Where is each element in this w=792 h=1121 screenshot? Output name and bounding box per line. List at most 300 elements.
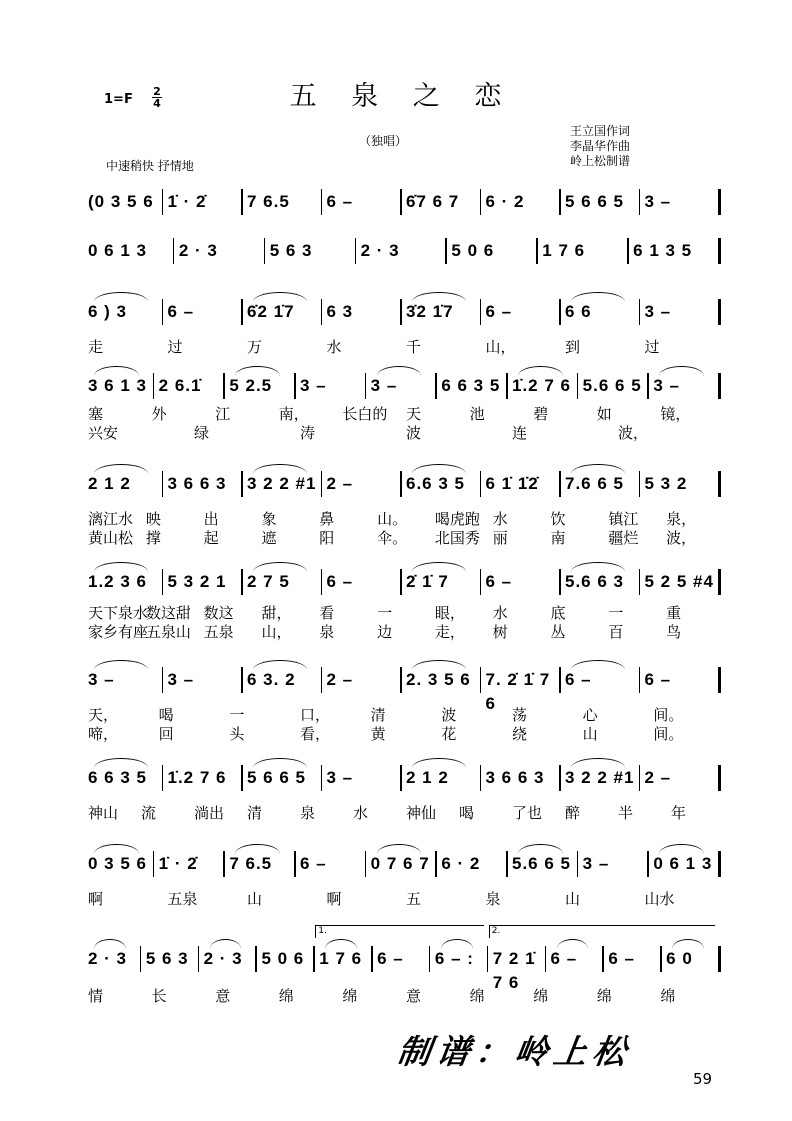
barline [718,471,721,497]
measure: 2̇ 1̇ 7 [406,572,449,591]
measure: 5 0 6 [451,241,495,260]
lyric-line-second-verse [80,424,720,442]
measure: 2 1 2 [88,474,131,493]
measure: 6 6 3 5 [88,768,147,787]
measure: 0 3 5 6 [88,854,147,873]
lyric-syllable: 波， [666,529,697,547]
barline [321,667,323,693]
lyric-syllable: 花 [441,725,457,743]
measure: 3 – [644,192,672,211]
lyric-syllable: 映 [145,510,161,528]
lyric-syllable: 回 [158,725,174,743]
lyric-syllable: 碧 [533,405,549,423]
lyric-syllable: 啊 [88,890,104,908]
lyric-syllable: 心 [582,706,598,724]
measure: 3 – [370,376,398,395]
score-row [80,186,720,216]
lyric-syllable: 走 [88,338,104,356]
measure: 6̇7 6 7 [406,192,460,211]
lyric-syllable: 绵 [533,987,549,1005]
lyric-syllable: 绵 [278,987,294,1005]
barline [639,471,641,497]
barline [435,851,437,877]
lyric-syllable: 荡 [512,706,528,724]
score-row [80,566,720,596]
transcriber-credit: 岭上松制谱 [570,154,631,168]
measure: 5.6 6 3 [565,572,624,591]
slur [325,939,357,949]
measure: 0 6 1 3 [653,854,713,873]
lyric-syllable: 鸟 [666,623,682,641]
lyric-syllable: 撑 [145,529,161,547]
barline [718,946,721,972]
lyric-syllable: 喝虎跑 [434,510,480,528]
slur [518,844,563,854]
lyric-syllable: 天 [406,405,422,423]
score-row [80,664,720,713]
barline [162,569,164,595]
barline [400,667,402,693]
lyric-syllable: 一 [377,604,393,622]
slur [210,939,242,949]
lyric-syllable: 山， [261,623,292,641]
barline [162,471,164,497]
barline [162,667,164,693]
measure: 6 – : [434,949,474,968]
lyric-syllable: 南 [550,529,566,547]
composer-credit: 李晶华作曲 [570,139,631,153]
lyric-syllable: 象 [261,510,277,528]
signature: 制谱：岭上松 [394,1032,635,1071]
barline [321,569,323,595]
measure: 6 – [608,949,635,968]
lyric-syllable: 看， [300,725,331,743]
lyric-syllable: 鼻 [319,510,335,528]
score-row [80,370,720,400]
lyric-syllable: 涛 [300,424,316,442]
slur [571,292,625,302]
barline [241,299,243,325]
measure: 6 – [485,302,513,321]
barline [162,299,164,325]
lyric-syllable: 长 [151,987,167,1005]
measure: 6 – [550,949,578,968]
barline [718,299,721,325]
barline [365,373,367,399]
barline [480,299,482,325]
lyric-syllable: 啊 [326,890,342,908]
lyric-line [80,604,720,622]
lyric-syllable: 天， [88,706,119,724]
barline [506,851,508,877]
lyric-line [80,338,720,356]
barline [639,189,641,215]
measure: 7 2 1̇ 7 6 [492,949,536,992]
slur [253,464,307,474]
lyric-line-second-verse [80,529,720,547]
barline [241,569,243,595]
lyric-syllable: 泉 [485,890,501,908]
measure: 3 2 2 #1 [247,474,317,493]
lyric-syllable: 阳 [319,529,335,547]
lyric-syllable: 黄 [370,725,386,743]
lyric-syllable: 边 [377,623,393,641]
barline [480,189,482,215]
lyric-syllable: 啼， [88,725,119,743]
lyric-line-second-verse [80,725,720,743]
score-row [80,235,720,265]
lyric-syllable: 数这 [203,604,234,622]
measure: 6 – [644,670,672,689]
lyric-syllable: 波 [441,706,457,724]
measure: 2 · 3 [360,241,400,260]
barline [559,189,561,215]
slur [377,844,422,854]
slur [253,660,307,670]
barline [162,189,164,215]
lyric-syllable: 间。 [653,725,684,743]
measure: 3 – [88,670,115,689]
lyric-syllable: 五泉 [203,623,234,641]
lyric-line [80,804,720,822]
slur [412,292,466,302]
lyric-syllable: 头 [229,725,245,743]
volta-bracket: 2. [489,925,715,938]
barline [718,667,721,693]
barline [321,765,323,791]
lyric-syllable: 外 [151,405,167,423]
lyric-syllable: 清 [370,706,386,724]
lyric-syllable: 一 [229,706,245,724]
barline [639,299,641,325]
lyric-line-second-verse [80,623,720,641]
lyric-line [80,510,720,528]
measure: 5.6 6 5 [582,376,642,395]
lyric-syllable: 山。 [377,510,408,528]
lyric-syllable: 伞。 [377,529,408,547]
lyric-syllable: 连 [512,424,528,442]
lyric-syllable: 喝 [459,804,475,822]
lyric-line [80,987,720,1005]
lyric-syllable: 数这甜 [145,604,191,622]
barline [718,238,721,264]
measure: 3 – [644,302,672,321]
slur [377,366,422,376]
measure: (0 3 5 6 [88,192,154,211]
slur [659,844,704,854]
measure: 1̇ · 2̇ [167,192,207,211]
lyric-syllable: 过 [644,338,660,356]
lyric-syllable: 如 [596,405,612,423]
lyric-syllable: 遮 [261,529,277,547]
volta-bracket: 1. [315,925,483,938]
measure: 6 6 3 5 [441,376,501,395]
lyric-line [80,706,720,724]
measure: 6 3. 2 [247,670,296,689]
lyric-syllable: 绵 [342,987,358,1005]
lyric-syllable: 意 [406,987,422,1005]
measure: 6 – [326,572,354,591]
lyric-syllable: 五 [406,890,422,908]
slur [94,292,148,302]
measure: 6 ) 3 [88,302,128,321]
barline [241,667,243,693]
lyric-syllable: 年 [671,804,687,822]
lyric-syllable: 绕 [512,725,528,743]
barline [577,851,579,877]
lyric-syllable: 意 [215,987,231,1005]
barline [255,946,257,972]
barline [445,238,447,264]
lyric-syllable: 波 [406,424,422,442]
lyric-syllable: 喝 [158,706,174,724]
measure: 3 – [326,768,354,787]
measure: 6 – [485,572,513,591]
lyric-syllable: 山水 [644,890,675,908]
lyric-syllable: 水 [326,338,342,356]
lyric-syllable: 山 [565,890,581,908]
lyric-syllable: 底 [550,604,566,622]
barline [718,851,721,877]
barline [487,946,489,972]
barline [264,238,266,264]
slur [571,660,625,670]
slur [441,939,473,949]
slur [94,939,126,949]
measure: 7 6.5 [247,192,290,211]
lyric-syllable: 淌出 [194,804,225,822]
lyric-syllable: 千 [406,338,422,356]
measure: 6 – [565,670,592,689]
measure: 6.6 3 5 [406,474,465,493]
slur [571,464,625,474]
score-row [80,296,720,326]
lyric-syllable: 泉 [300,804,316,822]
time-signature-top: 2 [153,85,161,98]
lyric-syllable: 黄山松 [88,529,134,547]
time-signature-bottom: 4 [153,97,161,110]
barline [400,299,402,325]
measure: 7.6 6 5 [565,474,624,493]
barline [321,299,323,325]
slur [672,939,704,949]
lyric-syllable: 丛 [550,623,566,641]
lyric-syllable: 半 [618,804,634,822]
slur [518,366,563,376]
measure: 5 6 6 5 [247,768,306,787]
slur [94,844,139,854]
barline [545,946,547,972]
barline [294,851,296,877]
barline [223,373,225,399]
slur [94,660,148,670]
measure: 2. 3 5 6 [406,670,471,689]
measure: 5 0 6 [261,949,305,968]
slur [557,939,589,949]
barline [602,946,604,972]
lyric-syllable: 饮 [550,510,566,528]
measure: 7 6.5 [229,854,273,873]
slur [235,366,280,376]
slur [94,758,148,768]
lyric-syllable: 流 [141,804,157,822]
barline [559,471,561,497]
slur [412,660,466,670]
subtitle: （独唱） [359,134,408,148]
barline [718,189,721,215]
measure: 3 – [300,376,327,395]
lyric-syllable: 起 [203,529,219,547]
barline [153,373,155,399]
lyric-syllable: 过 [167,338,183,356]
lyric-syllable: 万 [247,338,263,356]
measure: 1̇.2 7 6 [167,768,227,787]
key-signature: 1=F [104,92,133,107]
barline [647,373,649,399]
measure: 6 1 3 5 [633,241,693,260]
credits [570,124,630,169]
lyric-syllable: 出 [203,510,219,528]
lyric-syllable: 泉 [319,623,335,641]
lyricist-credit: 王立国作词 [570,124,631,138]
measure: 6 – [326,192,354,211]
measure: 6 6 [565,302,592,321]
barline [559,569,561,595]
measure: 3 – [582,854,610,873]
measure: 6 3 [326,302,354,321]
measure: 7. 2̇ 1̇ 7 6 [485,670,551,713]
barline [639,667,641,693]
score-row [80,468,720,498]
barline [647,851,649,877]
lyric-syllable: 绵 [596,987,612,1005]
page-number: 59 [693,1070,713,1088]
barline [313,946,315,972]
slur [659,366,704,376]
barline [577,373,579,399]
barline [321,471,323,497]
lyric-syllable: 长白的 [342,405,388,423]
slur [235,844,280,854]
barline [355,238,357,264]
barline [718,373,721,399]
lyric-syllable: 天下泉水 [88,604,149,622]
barline [400,471,402,497]
barline [241,765,243,791]
lyric-syllable: 山， [485,338,516,356]
barline [429,946,431,972]
barline [660,946,662,972]
slur [94,366,139,376]
lyric-syllable: 神仙 [406,804,437,822]
measure: 0 6 1 3 [88,241,147,260]
lyric-syllable: 山 [247,890,263,908]
lyric-syllable: 情 [88,987,104,1005]
measure: 1 7 6 [542,241,586,260]
slur [412,464,466,474]
lyric-syllable: 间。 [653,706,684,724]
lyric-syllable: 镇江 [608,510,639,528]
lyric-syllable: 走， [434,623,465,641]
lyric-line [80,405,720,423]
slur [94,464,148,474]
measure: 6 1̇ 1̇2̇ [485,474,539,493]
measure: 6 0 [666,949,693,968]
lyric-syllable: 波， [618,424,649,442]
measure: 3 6 6 3 [485,768,545,787]
barline [400,189,402,215]
barline [321,189,323,215]
lyric-syllable: 到 [565,338,581,356]
measure: 1̇.2 7 6 [512,376,571,395]
measure: 6̇2 1̇7 [247,302,295,321]
barline [639,765,641,791]
lyric-line [80,890,720,908]
barline [480,569,482,595]
measure: 1.2 3 6 [88,572,147,591]
barline [400,765,402,791]
lyric-syllable: 醉 [565,804,581,822]
measure: 2 – [326,670,354,689]
measure: 2 6.1̇ [158,376,202,395]
measure: 3 – [167,670,195,689]
lyric-syllable: 口， [300,706,331,724]
lyric-syllable: 五泉山 [145,623,191,641]
slur [571,562,625,572]
measure: 5 3 2 [644,474,688,493]
score-row [80,848,720,878]
measure: 2 · 3 [203,949,243,968]
barline [718,569,721,595]
song-title: 五 泉 之 恋 [289,81,515,112]
lyric-syllable: 树 [492,623,508,641]
lyric-syllable: 家乡有座 [88,623,149,641]
measure: 5 2 5 #4 [644,572,714,591]
measure: 5 6 3 [145,949,189,968]
barline [153,851,155,877]
lyric-syllable: 池 [469,405,485,423]
measure: 3 2 2 #1 [565,768,635,787]
measure: 3 6 1 3 [88,376,147,395]
slur [253,292,307,302]
measure: 5.6 6 5 [512,854,571,873]
lyric-syllable: 兴安 [88,424,119,442]
barline [536,238,538,264]
measure: 5 3 2 1 [167,572,227,591]
measure: 2 7 5 [247,572,290,591]
measure: 6 – [300,854,327,873]
measure: 2 – [644,768,672,787]
barline [480,667,482,693]
barline [198,946,200,972]
lyric-syllable: 绿 [194,424,210,442]
measure: 6 · 2 [485,192,525,211]
score-row [80,762,720,792]
barline [480,765,482,791]
measure: 2 · 3 [88,949,128,968]
lyric-syllable: 水 [492,510,508,528]
measure: 2 · 3 [178,241,218,260]
barline [480,471,482,497]
barline [559,667,561,693]
tempo-marking: 中速稍快 抒情地 [106,159,194,173]
measure: 6 · 2 [441,854,481,873]
lyric-syllable: 塞 [88,405,104,423]
barline [162,765,164,791]
barline [718,765,721,791]
lyric-syllable: 漓江水 [88,510,134,528]
lyric-syllable: 水 [492,604,508,622]
